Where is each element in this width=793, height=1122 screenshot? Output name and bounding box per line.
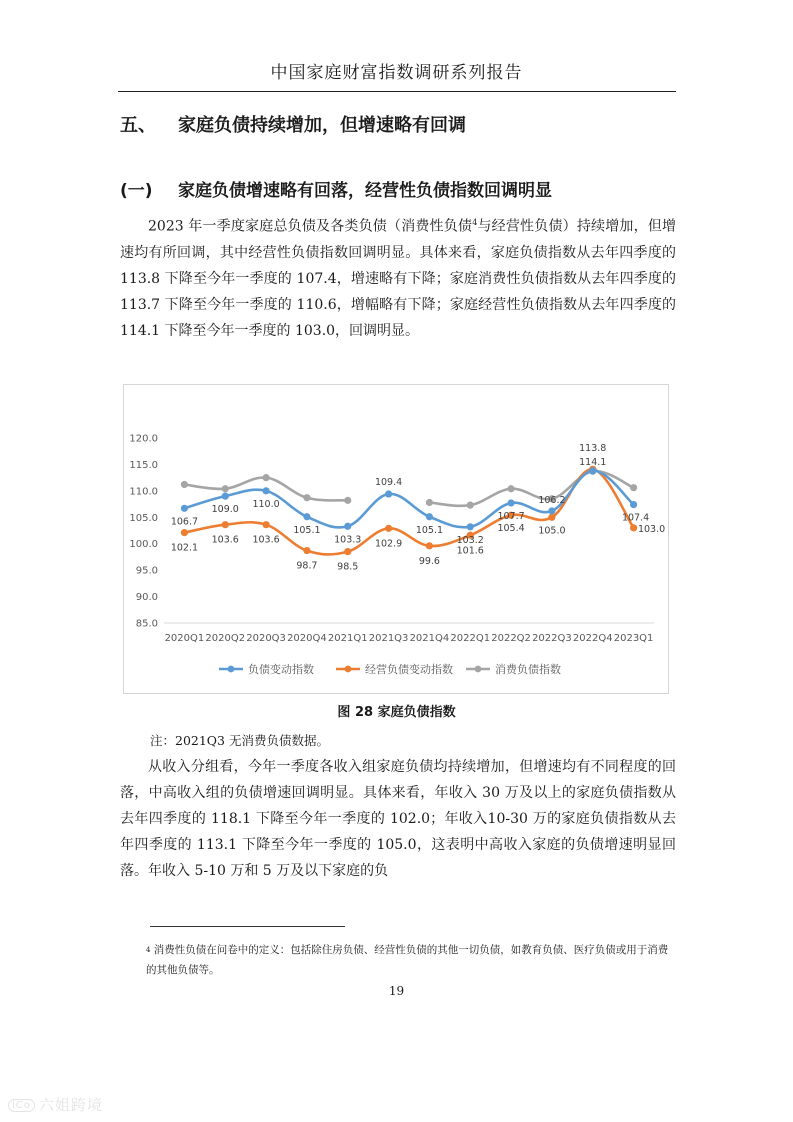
data-point-series-3 [303, 494, 310, 501]
data-point-series-2 [181, 529, 188, 536]
subsection-heading [120, 176, 552, 201]
x-tick-label: 2020Q2 [205, 633, 246, 644]
footnote-divider [150, 926, 345, 927]
y-tick-label: 95.0 [135, 565, 158, 577]
data-label-series-1: 110.0 [252, 498, 280, 510]
data-label-series-2: 103.0 [637, 523, 666, 535]
data-label-series-2: 102.9 [374, 538, 403, 550]
x-tick-label: 2020Q1 [164, 633, 205, 644]
data-point-series-3 [344, 497, 351, 504]
legend-marker-3 [475, 666, 482, 673]
x-tick-label: 2022Q1 [450, 633, 491, 644]
data-label-series-2: 114.1 [579, 457, 607, 469]
data-point-series-2 [630, 524, 637, 531]
paragraph1-body: 与经营性负债）持续增加，但增速均有所回调，其中经营性负债指数回调明显。具体来看，家庭负债指数从去年四季度的 113.8 下降至今年一季度的 107.4，增速略有下降；家庭消费性负债指数从去年四季度的 113.7 下降至今年一季度的 110.6，增幅略有下降；家庭经营性负债指数从去年四季度的 114.1 下降至今年一季度的 103.0，回调明显。 [120, 218, 677, 339]
watermark-text: 六姐跨境 [38, 1096, 103, 1114]
data-point-series-1 [630, 501, 637, 508]
y-tick-label: 115.0 [129, 459, 158, 471]
data-label-series-2: 105.0 [538, 525, 566, 537]
data-label-series-1: 105.1 [293, 524, 321, 536]
data-point-series-2 [548, 514, 555, 521]
data-point-series-1 [548, 507, 555, 514]
section-heading [120, 111, 466, 137]
x-tick-label: 2021Q1 [327, 633, 368, 644]
data-point-series-1 [426, 513, 433, 520]
legend-label-3: 消费负债指数 [495, 663, 561, 676]
page-number: 19 [388, 984, 405, 998]
data-label-series-2: 103.6 [252, 534, 280, 546]
data-point-series-3 [467, 502, 474, 509]
data-point-series-3 [630, 484, 637, 491]
section-number: 五、 [120, 115, 156, 136]
data-point-series-2 [303, 547, 310, 554]
x-tick-label: 2022Q4 [572, 633, 613, 644]
x-tick-label: 2022Q3 [532, 633, 572, 644]
data-label-series-1: 109.4 [374, 477, 403, 489]
legend-marker-1 [228, 666, 235, 673]
footnote-ref[interactable]: 4 [472, 218, 478, 227]
y-tick-label: 120.0 [129, 433, 158, 445]
body-paragraph-2: 从收入分组看，今年一季度各收入组家庭负债均持续增加，但增速均有不同程度的回落，中高收入组的负债增速回调明显。具体来看，年收入 30 万及以上的家庭负债指数从去年四季度的 118.1 下降至今年一季度的 102.0；年收入10-30 万的家庭负债指数从去年四季度的 113.1 下降至今年一季度的 105.0，这表明中高收入家庭的负债增速明显回落。年收入 5-10 万和 5 万及以下家庭的负 [120, 759, 676, 879]
data-point-series-1 [344, 523, 351, 530]
data-point-series-1 [222, 493, 229, 500]
data-point-series-3 [262, 474, 269, 481]
data-label-series-2: 102.1 [170, 542, 199, 554]
data-label-series-2: 105.4 [497, 523, 525, 535]
data-label-series-1: 105.1 [415, 524, 444, 536]
data-label-series-1: 113.8 [579, 442, 607, 454]
y-tick-label: 85.0 [135, 618, 158, 630]
footnote-text: 消费性负债在问卷中的定义：包括除住房负债、经营性负债的其他一切负债，如教育负债、医疗负债或用于消费的其他负债等。 [146, 944, 669, 976]
x-tick-label: 2020Q3 [246, 633, 286, 644]
data-point-series-2 [344, 548, 351, 555]
body-paragraph-1 [120, 210, 676, 344]
data-point-series-1 [385, 490, 392, 497]
data-label-series-2: 98.5 [337, 561, 359, 573]
data-point-series-1 [589, 467, 596, 474]
x-tick-label: 2021Q4 [409, 633, 450, 644]
data-label-series-2: 99.6 [418, 555, 440, 567]
data-point-series-3 [181, 481, 188, 488]
x-tick-label: 2021Q3 [368, 633, 409, 644]
figure-caption: 图 28 家庭负债指数 [337, 705, 456, 720]
data-point-series-1 [467, 523, 474, 530]
x-tick-label: 2022Q2 [491, 633, 531, 644]
report-header-title: 中国家庭财富指数调研系列报告 [270, 63, 523, 83]
watermark-logo-icon: lCo [8, 1099, 35, 1112]
data-label-series-1: 107.4 [621, 512, 650, 524]
data-label-series-1: 107.7 [497, 511, 525, 523]
data-point-series-3 [222, 485, 229, 492]
debt-index-chart-svg [124, 385, 668, 693]
data-point-series-1 [181, 505, 188, 512]
x-tick-label: 2020Q4 [287, 633, 327, 644]
data-label-series-1: 106.2 [538, 494, 566, 506]
data-label-series-2: 98.7 [296, 560, 318, 572]
header-divider [118, 91, 676, 92]
legend-label-1: 负债变动指数 [248, 663, 314, 676]
footnote-mark: 4 [146, 946, 151, 954]
y-tick-label: 105.0 [129, 512, 158, 524]
legend-marker-2 [345, 666, 352, 673]
legend-label-2: 经营负债变动指数 [365, 663, 453, 676]
data-point-series-2 [222, 521, 229, 528]
subsection-number: (一) [120, 181, 153, 201]
chart-note: 注：2021Q3 无消费负债数据。 [150, 733, 329, 748]
data-point-series-2 [385, 525, 392, 532]
data-point-series-3 [507, 485, 514, 492]
data-point-series-1 [507, 499, 514, 506]
data-label-series-2: 103.6 [211, 534, 239, 546]
data-label-series-2: 101.6 [456, 545, 484, 557]
data-point-series-3 [426, 499, 433, 506]
data-label-series-1: 106.7 [170, 516, 199, 528]
data-label-series-1: 103.2 [456, 534, 484, 546]
y-tick-label: 90.0 [135, 592, 158, 604]
subsection-title: 家庭负债增速略有回落，经营性负债指数回调明显 [178, 181, 552, 201]
data-point-series-2 [262, 521, 269, 528]
data-point-series-1 [262, 487, 269, 494]
paragraph1-lead: 2023 年一季度家庭总负债及各类负债（消费性负债 [148, 218, 473, 235]
debt-index-chart [123, 384, 669, 694]
y-tick-label: 110.0 [129, 486, 158, 498]
y-tick-label: 100.0 [129, 539, 158, 551]
data-point-series-1 [303, 513, 310, 520]
x-tick-label: 2023Q1 [613, 633, 654, 644]
watermark [8, 1094, 103, 1115]
section-title: 家庭负债持续增加，但增速略有回调 [178, 115, 466, 136]
footnote [146, 940, 676, 980]
data-point-series-2 [426, 542, 433, 549]
data-label-series-1: 103.3 [334, 534, 362, 546]
data-label-series-1: 109.0 [211, 504, 239, 516]
